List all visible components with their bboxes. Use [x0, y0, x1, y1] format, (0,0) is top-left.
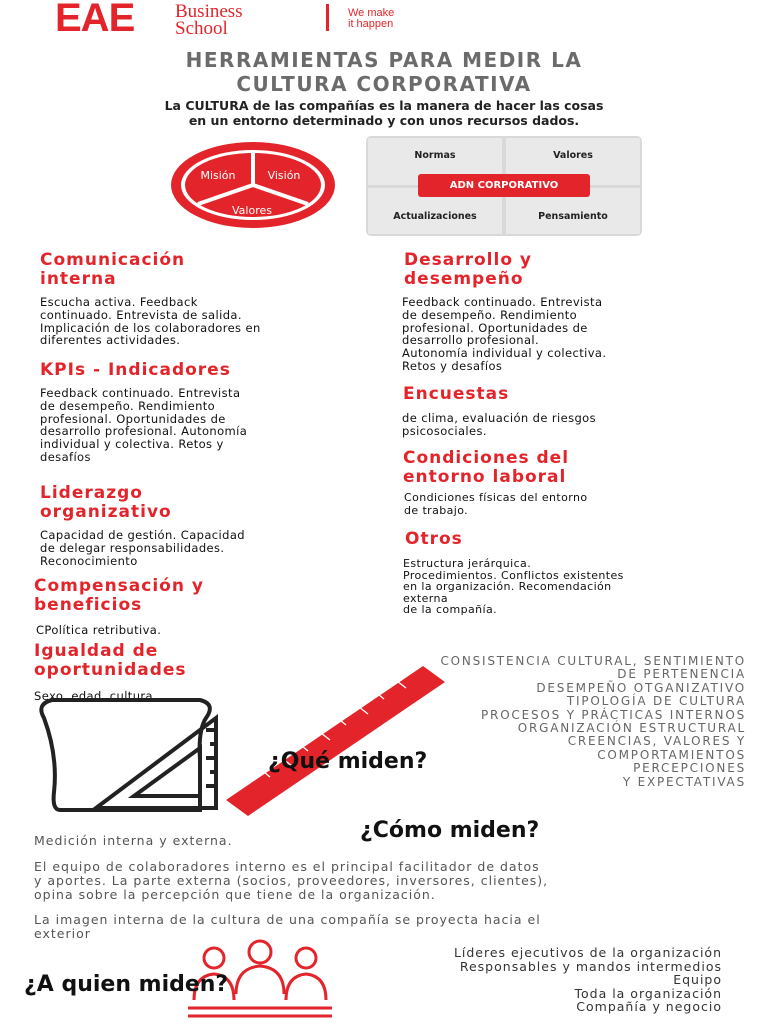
heading-condiciones: [403, 449, 569, 487]
a-quien-list: [454, 946, 722, 1014]
list-item: Toda la organización: [574, 985, 722, 1001]
text-line: Feedback continuado. Entrevista: [40, 386, 241, 400]
text-line: de clima, evaluación de riesgos: [402, 411, 597, 425]
heading-line: desempeño: [404, 269, 524, 289]
text-line: de la compañía.: [403, 603, 498, 617]
heading-line: organizativo: [40, 502, 172, 522]
text-line: profesional. Oportunidades de: [402, 320, 588, 335]
heading-desarrollo: [404, 251, 532, 289]
intro-line-1: La CULTURA de las compañías es la manera de hacer las cosas: [164, 98, 604, 113]
list-item: Y EXPECTATIVAS: [622, 774, 746, 789]
adn-corporativo-badge: ADN CORPORATIVO: [418, 174, 590, 197]
text-line: y aportes. La parte externa (socios, proveedores, inversores, clientes),: [34, 873, 549, 888]
text-line: Feedback continuado. Entrevista: [402, 295, 603, 309]
grid-cell-actualizaciones: Actualizaciones: [368, 188, 502, 234]
text-liderazgo: [40, 529, 245, 567]
text-desarrollo: [402, 296, 606, 373]
text-compensacion: CPolítica retributiva.: [36, 623, 162, 637]
text-line: de trabajo.: [404, 503, 469, 517]
text-line: Capacidad de gestión. Capacidad: [40, 528, 245, 542]
page-title: [0, 48, 768, 96]
list-item: Compañía y negocio: [576, 999, 722, 1015]
text-line: Condiciones físicas del entorno: [404, 491, 588, 504]
text-line: de desempeño. Rendimiento: [40, 398, 216, 413]
heading-line: Igualdad de: [34, 641, 159, 661]
intro-line-2: en un entorno determinado y con unos recursos dados.: [188, 113, 580, 128]
intro-text: [60, 98, 708, 128]
text-otros: [403, 558, 624, 616]
set-square-icon: [41, 700, 216, 810]
heading-que-miden: ¿Qué miden?: [268, 749, 428, 774]
que-miden-list: [440, 655, 746, 789]
text-line: psicosociales.: [402, 423, 487, 438]
text-line: diferentes actividades.: [40, 333, 181, 348]
heading-line: Desarrollo y: [404, 250, 533, 270]
heading-line: beneficios: [34, 595, 143, 615]
logo-eae: EAE: [55, 0, 135, 40]
wheel-label-valores: Valores: [232, 204, 272, 217]
list-item: COMPORTAMIENTOS: [597, 747, 746, 762]
heading-a-quien-miden: ¿A quien miden?: [24, 972, 229, 997]
list-item: DESEMPEÑO OTGANIZATIVO: [536, 680, 746, 695]
heading-como-miden: ¿Cómo miden?: [360, 818, 540, 843]
heading-compensacion: [34, 577, 204, 615]
heading-line: oportunidades: [34, 660, 187, 680]
grid-cell-pensamiento: Pensamiento: [506, 188, 640, 234]
text-line: desarrollo profesional.: [402, 333, 540, 348]
text-line: Retos y desafíos: [402, 358, 503, 373]
tagline-line-1: We make: [348, 7, 395, 19]
heading-line: Compensación y: [34, 576, 204, 596]
text-colaboradores: [34, 860, 548, 902]
list-item: PROCESOS Y PRÁCTICAS INTERNOS: [481, 707, 746, 722]
logo-divider: [326, 4, 329, 31]
text-line: Escucha activa. Feedback: [40, 295, 198, 309]
text-line: opina sobre la percepción que tiene de la organización.: [34, 887, 436, 902]
text-line: Reconocimiento: [40, 553, 138, 568]
heading-line: interna: [40, 269, 117, 289]
logo-tagline: [348, 8, 394, 30]
list-item: DE PERTENENCIA: [617, 667, 746, 682]
list-item: PERCEPCIONES: [633, 761, 746, 776]
text-igualdad: Sexo, edad, cultura ...: [34, 689, 170, 703]
text-line: en la organización. Recomendación: [403, 580, 612, 594]
list-item: Líderes ejecutivos de la organización: [453, 945, 722, 960]
list-item: Responsables y mandos intermedios: [459, 958, 722, 974]
text-condiciones: [404, 492, 587, 518]
text-line: El equipo de colaboradores interno es el principal facilitador de datos: [34, 859, 540, 874]
text-line: profesional. Oportunidades de: [40, 411, 226, 426]
title-line-1: HERRAMIENTAS PARA MEDIR LA: [185, 48, 583, 72]
heading-liderazgo: [40, 484, 172, 522]
heading-otros: Otros: [405, 529, 463, 549]
text-line: de desempeño. Rendimiento: [402, 307, 578, 322]
text-line: La imagen interna de la cultura de una compañía se proyecta hacia el: [34, 912, 541, 927]
wheel-label-mision: Misión: [200, 169, 236, 182]
text-line: desarrollo profesional. Autonomía: [40, 424, 248, 439]
list-item: TIPOLOGÍA DE CULTURA: [566, 694, 746, 709]
logo-business-school: [175, 3, 243, 37]
list-item: CREENCIAS, VALORES Y: [567, 734, 746, 749]
heading-line: Condiciones del: [403, 448, 570, 468]
heading-line: Liderazgo: [40, 483, 143, 503]
list-item: ORGANIZACIÓN ESTRUCTURAL: [517, 721, 746, 736]
text-line: Autonomía individual y colectiva.: [402, 346, 607, 361]
text-line: Procedimientos. Conflictos existentes: [403, 568, 624, 582]
title-line-2: CULTURA CORPORATIVA: [236, 72, 532, 96]
text-line: Estructura jerárquica.: [403, 557, 532, 570]
ruler-icon: [226, 666, 445, 816]
wheel-label-vision: Visión: [267, 169, 301, 182]
heading-kpis: KPIs - Indicadores: [40, 360, 231, 380]
heading-line: Comunicación: [40, 250, 186, 270]
list-item: CONSISTENCIA CULTURAL, SENTIMIENTO: [440, 654, 746, 668]
heading-encuestas: Encuestas: [403, 384, 510, 404]
heading-line: entorno laboral: [403, 467, 567, 487]
text-line: externa: [403, 591, 449, 605]
text-encuestas: [402, 412, 596, 438]
grid-cell-normas: Normas: [368, 138, 502, 185]
text-line: Implicación de los colaboradores en: [40, 320, 261, 335]
list-item: Equipo: [673, 972, 722, 988]
text-line: individual y colectiva. Retos y: [40, 437, 224, 452]
culture-wheel-diagram: [168, 140, 338, 230]
ruler-setsquare-illustration: [30, 660, 450, 820]
heading-comunicacion-interna: [40, 251, 185, 289]
text-comunicacion-interna: [40, 296, 261, 347]
text-imagen-interna: [34, 913, 541, 941]
text-medicion: Medición interna y externa.: [34, 833, 233, 848]
logo-line-2: School: [175, 18, 228, 39]
text-line: desafíos: [40, 449, 91, 464]
text-line: exterior: [34, 926, 91, 941]
tagline-line-2: it happen: [348, 18, 394, 30]
text-line: continuado. Entrevista de salida.: [40, 307, 242, 322]
grid-cell-valores: Valores: [506, 138, 640, 185]
logo-line-1: Business: [175, 1, 243, 22]
text-kpis: [40, 387, 247, 464]
text-line: de delegar responsabilidades.: [40, 540, 225, 555]
